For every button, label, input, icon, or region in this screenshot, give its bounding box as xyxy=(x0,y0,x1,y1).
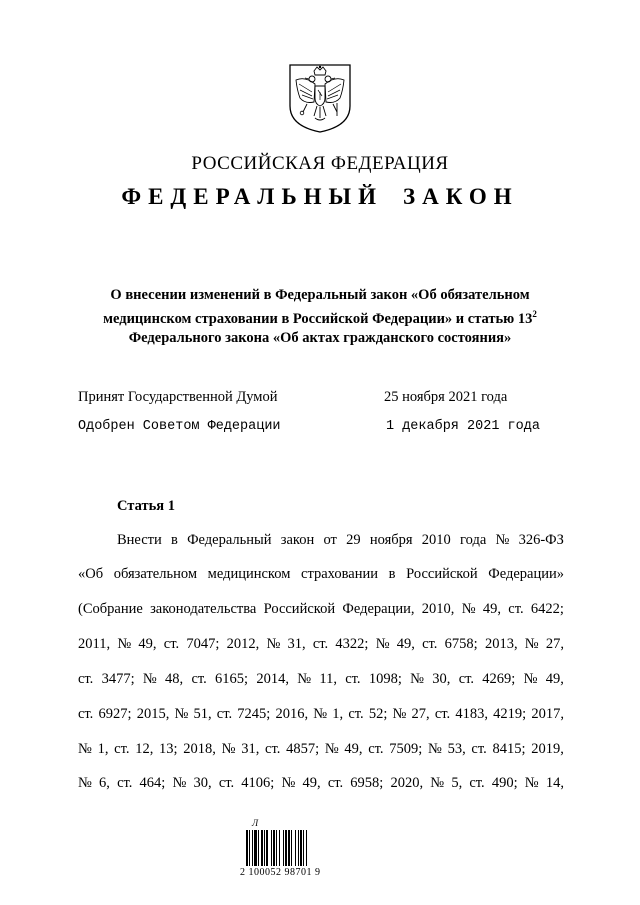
article-body-line: ст. 6927; 2015, № 51, ст. 7245; 2016, № 1, ст. 52; № 27, ст. 4183, 4219; 2017, xyxy=(78,706,564,722)
barcode-mark: Л xyxy=(252,818,259,828)
article-body-line: № 6, ст. 464; № 30, ст. 4106; № 49, ст. 6958; 2020, № 5, ст. 490; № 14, xyxy=(78,775,564,791)
adoption-duma-date: 25 ноября 2021 года xyxy=(384,389,508,405)
adoption-council-row xyxy=(78,419,558,434)
law-title xyxy=(70,286,570,348)
adoption-duma-label: Принят Государственной Думой xyxy=(78,389,278,405)
document-type-word-2: ЗАКОН xyxy=(403,184,519,209)
law-title-superscript: 2 xyxy=(532,309,537,319)
coat-of-arms-icon xyxy=(287,62,353,134)
article-body-line: 2011, № 49, ст. 7047; 2012, № 31, ст. 4322; № 49, ст. 6758; 2013, № 27, xyxy=(78,636,564,652)
law-title-line xyxy=(70,305,570,329)
law-title-line: Федерального закона «Об актах гражданского состояния» xyxy=(128,329,512,346)
document-type-word-1: ФЕДЕРАЛЬНЫЙ xyxy=(121,184,384,209)
article-body-line: Внести в Федеральный закон от 29 ноября 2010 года № 326-ФЗ xyxy=(117,532,564,548)
barcode xyxy=(240,818,330,888)
document-type xyxy=(0,184,640,210)
adoption-council-date: 1 декабря 2021 года xyxy=(386,419,540,434)
article-body-line: № 1, ст. 12, 13; 2018, № 31, ст. 4857; № 49, ст. 7509; № 53, ст. 8415; 2019, xyxy=(78,741,564,757)
country-name: РОССИЙСКАЯ ФЕДЕРАЦИЯ xyxy=(191,153,449,174)
adoption-council-label: Одобрен Советом Федерации xyxy=(78,419,281,434)
article-body-line: ст. 3477; № 48, ст. 6165; 2014, № 11, ст. 1098; № 30, ст. 4269; № 49, xyxy=(78,671,564,687)
law-title-line-text: медицинском страховании в Российской Федерации» и статью 13 xyxy=(103,310,533,327)
adoption-duma-row xyxy=(78,389,558,406)
barcode-icon xyxy=(246,830,328,866)
law-title-line: О внесении изменений в Федеральный закон «Об обязательном xyxy=(110,287,530,303)
article-heading: Статья 1 xyxy=(117,498,175,514)
barcode-number: 2 100052 98701 9 xyxy=(240,867,321,878)
article-body-line: «Об обязательном медицинском страховании в Российской Федерации» xyxy=(78,566,564,582)
article-body-line: (Собрание законодательства Российской Федерации, 2010, № 49, ст. 6422; xyxy=(78,601,564,617)
